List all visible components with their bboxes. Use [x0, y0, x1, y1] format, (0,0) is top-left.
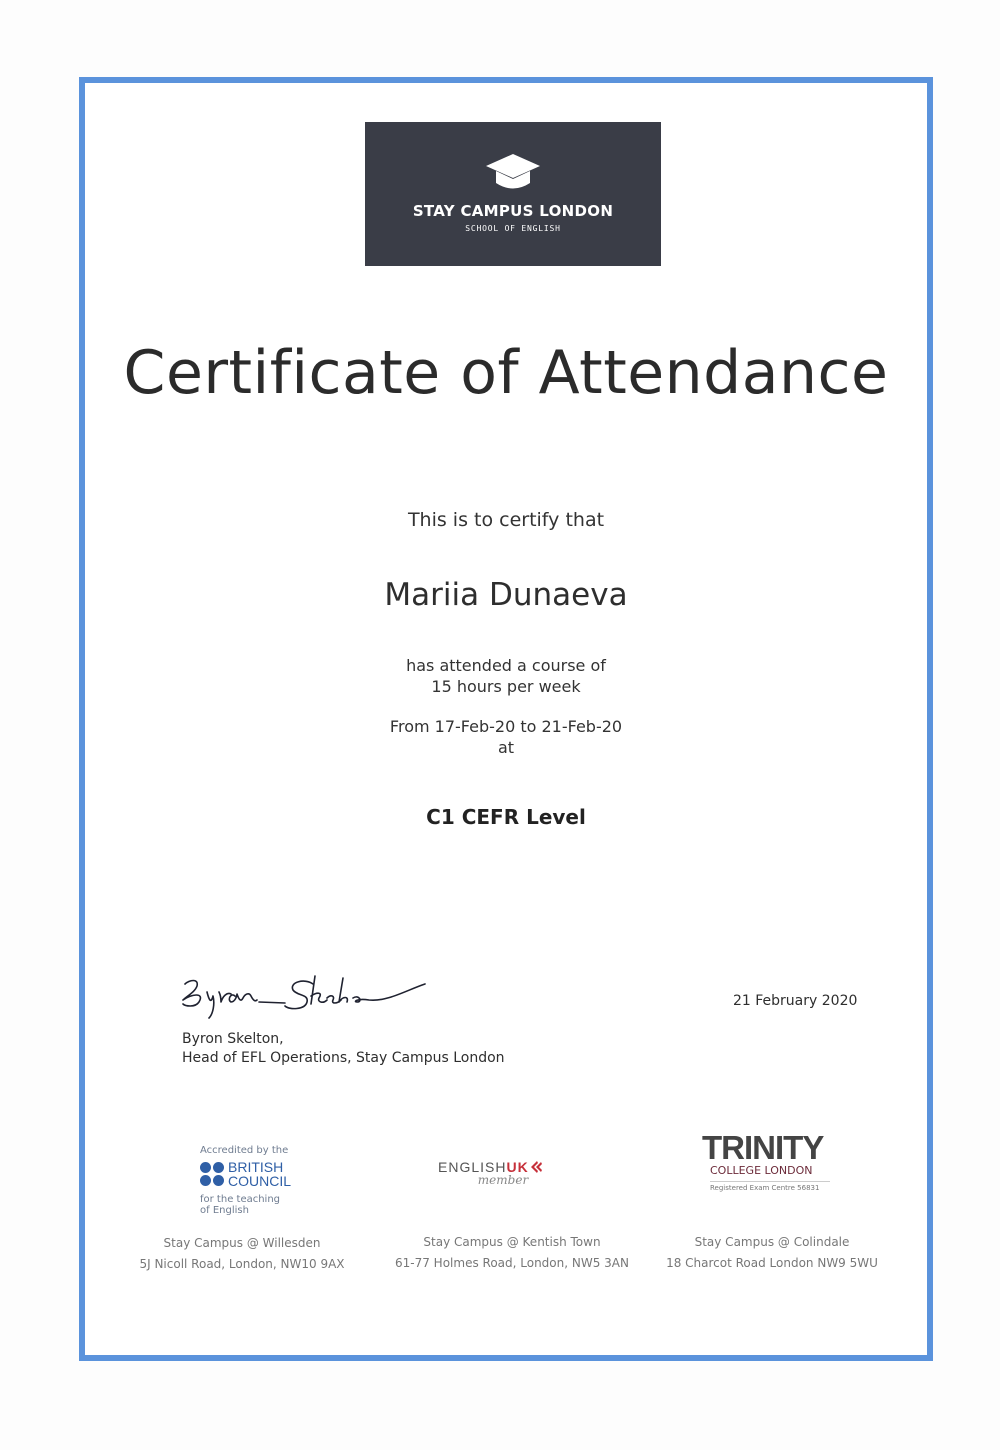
english-uk-logo [438, 1159, 568, 1187]
trinity-logo [702, 1131, 842, 1192]
bc-name-line-1: BRITISH [228, 1159, 284, 1175]
certificate-title: Certificate of Attendance [123, 338, 889, 408]
campus-name: Stay Campus @ Colindale [694, 1235, 850, 1249]
address-kentish-town [392, 1232, 632, 1274]
school-logo [365, 122, 661, 266]
certify-text: This is to certify that [407, 509, 605, 531]
euk-member: member [477, 1173, 529, 1187]
euk-uk: UK [506, 1159, 529, 1175]
signer-name: Byron Skelton, [182, 1031, 284, 1047]
trinity-sub: COLLEGE LONDON [710, 1164, 813, 1177]
logo-name: STAY CAMPUS LONDON [412, 202, 614, 220]
signer-block [182, 1030, 505, 1068]
bc-for-line-2: of English [200, 1205, 249, 1216]
course-line-1: has attended a course of [406, 656, 606, 675]
trinity-registered: Registered Exam Centre 56831 [710, 1181, 830, 1192]
campus-address: 18 Charcot Road London NW9 5WU [666, 1256, 878, 1270]
course-dates: From 17-Feb-20 to 21-Feb-20 [389, 717, 623, 736]
bc-accredited-text: Accredited by the [200, 1145, 289, 1156]
course-line-2: 15 hours per week [431, 677, 581, 696]
address-willesden [132, 1233, 352, 1275]
course-at: at [497, 738, 515, 757]
english-uk-emblem-icon [529, 1160, 543, 1174]
british-council-logo [200, 1145, 320, 1216]
recipient-name: Mariia Dunaeva [384, 577, 628, 613]
trinity-name: TRINITY [702, 1129, 824, 1166]
euk-prefix: ENGLISH [438, 1159, 507, 1175]
campus-name: Stay Campus @ Kentish Town [423, 1235, 601, 1249]
campus-name: Stay Campus @ Willesden [163, 1236, 321, 1250]
course-level: C1 CEFR Level [426, 805, 586, 829]
bc-name-line-2: COUNCIL [228, 1173, 292, 1189]
signature-image [177, 970, 437, 1020]
address-colindale [662, 1232, 882, 1274]
certificate-frame [79, 77, 933, 1361]
campus-address: 5J Nicoll Road, London, NW10 9AX [139, 1257, 345, 1271]
campus-address: 61-77 Holmes Road, London, NW5 3AN [395, 1256, 629, 1270]
bc-for-line-1: for the teaching [200, 1194, 281, 1205]
logo-subtitle: SCHOOL OF ENGLISH [465, 224, 561, 233]
issue-date: 21 February 2020 [733, 993, 858, 1009]
signer-role: Head of EFL Operations, Stay Campus London [182, 1050, 505, 1066]
british-council-dots-icon [200, 1162, 224, 1186]
graduation-cap-icon [484, 152, 542, 196]
